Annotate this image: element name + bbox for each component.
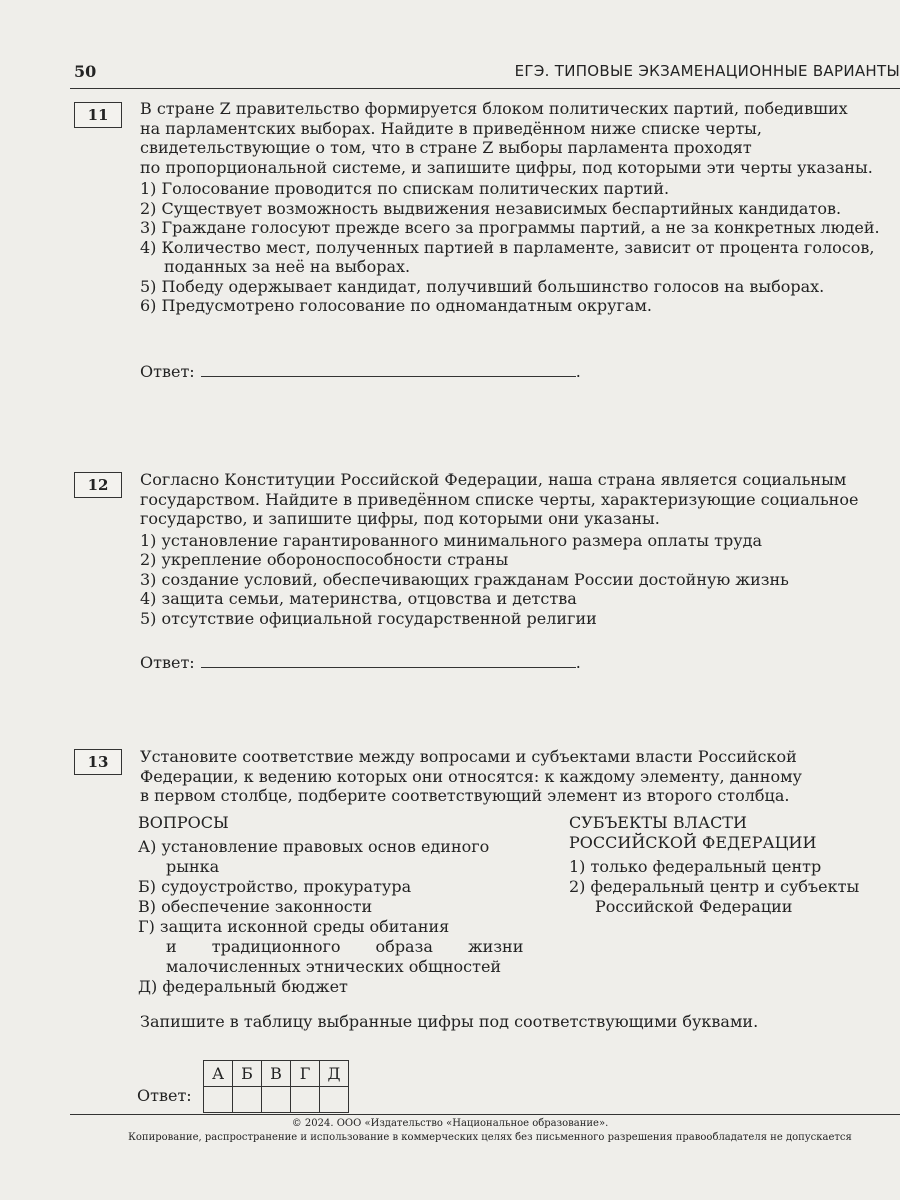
task-12-answer — [140, 651, 581, 672]
question-item: А) установление правовых основ единого — [138, 837, 490, 856]
task-12-text — [140, 470, 900, 628]
task-number-11: 11 — [74, 102, 122, 128]
task-12-intro-line: государством. Найдите в приведённом списке черты, характеризующие социальное — [140, 489, 859, 509]
task-13-intro-line: в первом столбце, подберите соответствующий элемент из второго столбца. — [140, 786, 790, 805]
answer-table — [203, 1060, 349, 1113]
letter-cell: А — [204, 1061, 233, 1087]
answer-cell[interactable] — [204, 1087, 233, 1113]
question-item: В) обеспечение законности — [138, 897, 373, 916]
task-13-answer-label: Ответ: — [137, 1086, 192, 1105]
subjects-header: СУБЪЕКТЫ ВЛАСТИ — [569, 813, 747, 832]
task-12-intro-line: Согласно Конституции Российской Федерации, наша страна является социальным — [140, 470, 847, 489]
answer-line[interactable] — [201, 651, 576, 668]
task-11-option: 5) Победу одержывает кандидат, получивший большинство голосов на выборах. — [140, 276, 825, 296]
subject-item: Российской Федерации — [595, 897, 793, 916]
subject-item: 1) только федеральный центр — [569, 857, 822, 876]
footer-divider — [70, 1114, 900, 1115]
letter-cell: Д — [320, 1061, 349, 1087]
footer-notice: Копирование, распространение и использование в коммерческих целях без письменного разрешения правообладателя не допускается — [128, 1132, 852, 1143]
answer-table-letters — [204, 1061, 349, 1087]
task-11-text — [140, 99, 900, 316]
question-item: Д) федеральный бюджет — [138, 977, 348, 996]
task-13-text — [140, 747, 900, 806]
task-13-intro-line: Установите соответствие между вопросами и субъектами власти Российской — [140, 747, 797, 766]
letter-cell: Г — [291, 1061, 320, 1087]
task-11-intro-line: свидетельствующие о том, что в стране Z выборы парламента проходят — [140, 138, 752, 157]
question-item: Б) судоустройство, прокуратура — [138, 877, 412, 896]
task-11-intro-line: В стране Z правительство формируется блоком политических партий, победивших — [140, 99, 848, 118]
question-item: и традиционного образа жизни — [166, 937, 524, 956]
task-11-intro-line: на парламентских выборах. Найдите в приведённом ниже списке черты, — [140, 118, 762, 138]
answer-period: . — [575, 653, 581, 672]
task-11-option: 2) Существует возможность выдвижения независимых беспартийных кандидатов. — [140, 198, 842, 218]
questions-column — [138, 813, 523, 997]
answer-cell[interactable] — [262, 1087, 291, 1113]
answer-cell[interactable] — [291, 1087, 320, 1113]
task-12-option: 3) создание условий, обеспечивающих гражданам России достойную жизнь — [140, 569, 789, 589]
task-13-instruction: Запишите в таблицу выбранные цифры под соответствующими буквами. — [140, 1012, 759, 1031]
page-number: 50 — [74, 62, 97, 81]
answer-label: Ответ: — [140, 362, 195, 381]
footer-copyright: © 2024. ООО «Издательство «Национальное образование». — [291, 1118, 609, 1129]
subject-item: 2) федеральный центр и субъекты — [569, 877, 860, 896]
task-11-intro-line: по пропорциональной системе, и запишите цифры, под которыми эти черты указаны. — [140, 157, 873, 177]
task-number-12: 12 — [74, 472, 122, 498]
answer-label: Ответ: — [140, 653, 195, 672]
letter-cell: Б — [233, 1061, 262, 1087]
task-11-option: 6) Предусмотрено голосование по одномандатным округам. — [140, 296, 652, 315]
answer-cell[interactable] — [320, 1087, 349, 1113]
subjects-column — [569, 813, 859, 917]
answer-cell[interactable] — [233, 1087, 262, 1113]
header-divider — [70, 88, 900, 89]
task-12-option: 1) установление гарантированного минимального размера оплаты труда — [140, 530, 763, 550]
task-12-option: 4) защита семьи, материнства, отцовства и детства — [140, 589, 577, 608]
task-11-answer — [140, 360, 581, 381]
question-item: Г) защита исконной среды обитания — [138, 917, 450, 936]
subjects-header: РОССИЙСКОЙ ФЕДЕРАЦИИ — [569, 833, 817, 852]
answer-table-inputs — [204, 1087, 349, 1113]
question-item: малочисленных этнических общностей — [166, 957, 502, 976]
answer-period: . — [575, 362, 581, 381]
task-12-option: 2) укрепление обороноспособности страны — [140, 550, 509, 569]
task-11-option: 1) Голосование проводится по спискам политических партий. — [140, 179, 670, 198]
task-12-intro-line: государство, и запишите цифры, под которыми они указаны. — [140, 509, 660, 528]
question-item: рынка — [166, 857, 220, 876]
task-11-option: 3) Граждане голосуют прежде всего за программы партий, а не за конкретных людей. — [140, 218, 880, 237]
questions-header: ВОПРОСЫ — [138, 813, 229, 832]
letter-cell: В — [262, 1061, 291, 1087]
task-11-option: 4) Количество мест, полученных партией в парламенте, зависит от процента голосов, поданных за неё на выборах. — [140, 237, 875, 276]
answer-line[interactable] — [201, 360, 576, 377]
running-title: ЕГЭ. ТИПОВЫЕ ЭКЗАМЕНАЦИОННЫЕ ВАРИАНТЫ — [514, 62, 900, 80]
task-13-intro-line: Федерации, к ведению которых они относятся: к каждому элементу, данному — [140, 766, 802, 786]
task-12-option: 5) отсутствие официальной государственной религии — [140, 608, 597, 628]
task-number-13: 13 — [74, 749, 122, 775]
